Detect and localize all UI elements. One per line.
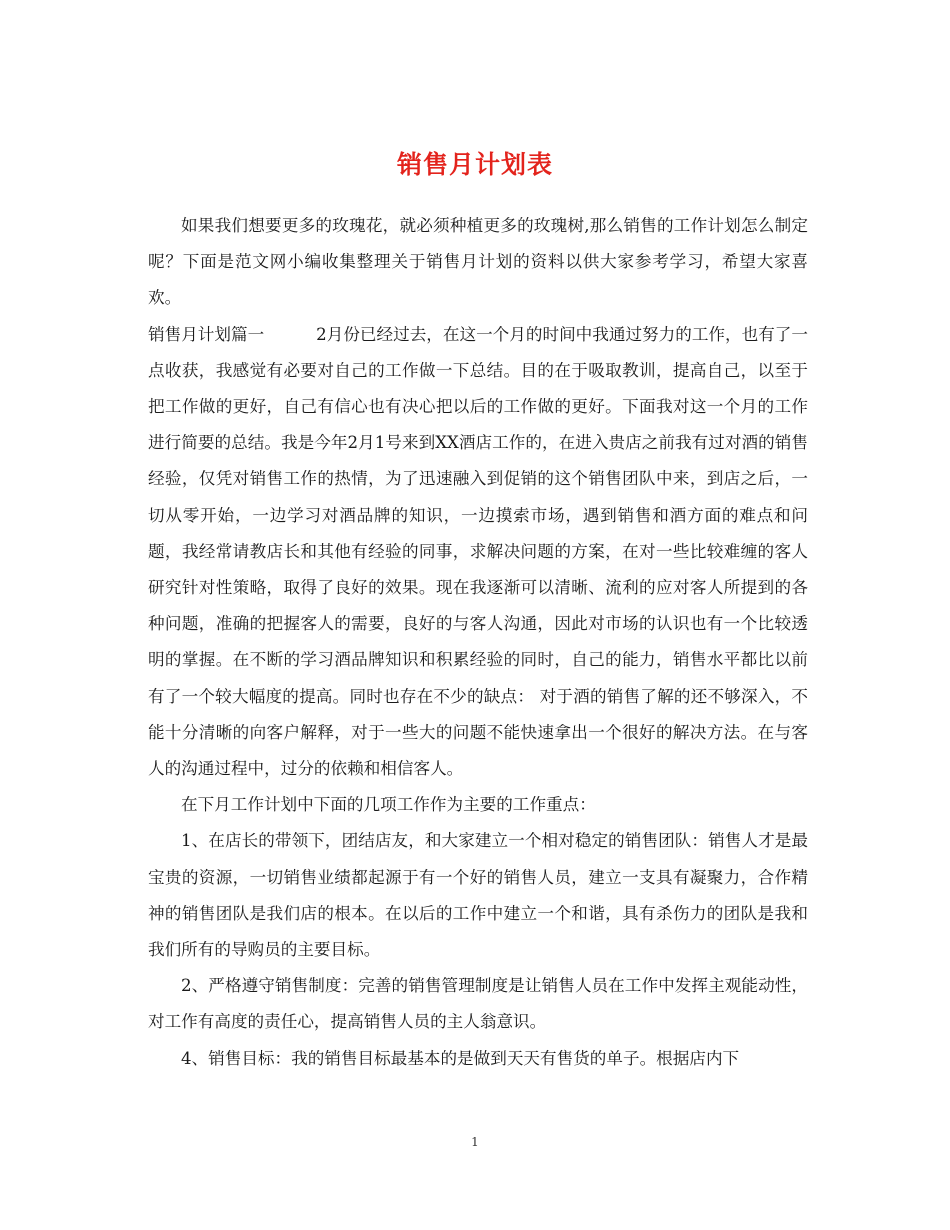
plan-item-2: 2、严格遵守销售制度：完善的销售管理制度是让销售人员在工作中发挥主观能动性，对工作有高度的责任心，提高销售人员的主人翁意识。: [148, 976, 808, 1032]
section-paragraph: [148, 317, 808, 788]
section-heading: 销售月计划篇一: [148, 324, 265, 344]
plan-item-1: 1、在店长的带领下，团结店友，和大家建立一个相对稳定的销售团队：销售人才是最宝贵的资源，一切销售业绩都起源于有一个好的销售人员，建立一支具有凝聚力，合作精神的销售团队是我们店的根本。在以后的工作中建立一个和谐，具有杀伤力的团队是我和我们所有的导购员的主要目标。: [148, 831, 808, 960]
plan-intro-paragraph: 在下月工作计划中下面的几项工作作为主要的工作重点：: [181, 795, 596, 815]
page-number: 1: [471, 1135, 479, 1149]
intro-paragraph: 如果我们想要更多的玫瑰花，就必须种植更多的玫瑰树,那么销售的工作计划怎么制定呢？下面是范文网小编收集整理关于销售月计划的资料以供大家参考学习，希望大家喜欢。: [148, 216, 808, 308]
document-title: 销售月计划表: [396, 149, 553, 179]
section-body-text: 2月份已经过去，在这一个月的时间中我通过努力的工作，也有了一点收获，我感觉有必要对自己的工作做一下总结。目的在于吸取教训，提高自己，以至于把工作做的更好，自己有信心也有决心把以后的工作做的更好。下面我对这一个月的工作进行简要的总结。我是今年2月1号来到XX酒店工作的，在进入贵店之前我有过对酒的销售经验，仅凭对销售工作的热情，为了迅速融入到促销的这个销售团队中来，到店之后，一切从零开始，一边学习对酒品牌的知识，一边摸索市场，遇到销售和酒方面的难点和问题，我经常请教店长和其他有经验的同事，求解决问题的方案，在对一些比较难缠的客人研究针对性策略，取得了良好的效果。现在我逐渐可以清晰、流利的应对客人所提到的各种问题，准确的把握客人的需要，良好的与客人沟通，因此对市场的认识也有一个比较透明的掌握。在不断的学习酒品牌知识和积累经验的同时，自己的能力，销售水平都比以前有了一个较大幅度的提高。同时也存在不少的缺点： 对于酒的销售了解的还不够深入，不能十分清晰的向客户解释，对于一些大的问题不能快速拿出一个很好的解决方法。在与客人的沟通过程中，过分的依赖和相信客人。: [148, 324, 808, 779]
document-body: [148, 208, 808, 1077]
plan-item-4: 4、销售目标：我的销售目标最基本的是做到天天有售货的单子。根据店内下: [181, 1048, 740, 1068]
